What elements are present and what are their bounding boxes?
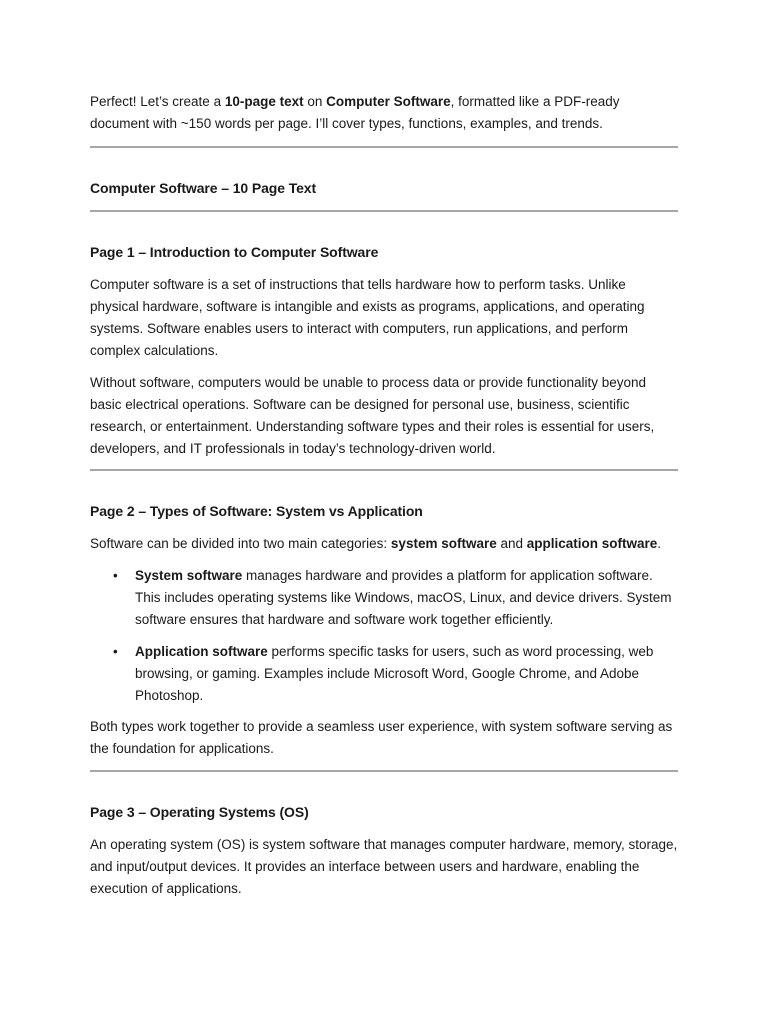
intro-text-3: , formatted like a PDF-ready document with ~150 words per page. I’ll cover types, functions, examples, and trends. [90, 94, 620, 131]
list-item [113, 565, 678, 631]
intro-text-1: Perfect! Let’s create a [90, 94, 225, 109]
page1-body [90, 274, 678, 460]
intro-bold-2: Computer Software [326, 94, 451, 109]
divider [90, 770, 678, 772]
page2-lead-bold-2: application software [526, 536, 658, 551]
page2-lead-text-1: Software can be divided into two main categories: [90, 536, 391, 551]
page2-lead-text-2: and [496, 536, 527, 551]
page3-paragraph-1: An operating system (OS) is system software that manages computer hardware, memory, storage, and input/output devices. It provides an interface between users and hardware, enabling the execution of applications. [90, 837, 678, 896]
list-item-term: Application software [135, 644, 268, 659]
intro-bold-1: 10-page text [224, 94, 304, 109]
list-item-term: System software [135, 568, 243, 583]
list-item-text: performs specific tasks for users, such as word processing, web browsing, or gaming. Examples include Microsoft Word, Google Chrome, and Adobe Photoshop. [135, 644, 654, 703]
page1-heading: Page 1 – Introduction to Computer Software [90, 244, 379, 260]
list-item [113, 641, 678, 707]
page2-lead-text-3: . [657, 536, 662, 551]
page2-heading: Page 2 – Types of Software: System vs Application [90, 503, 423, 519]
page1-paragraph-2: Without software, computers would be unable to process data or provide functionality beyond basic electrical operations. Software can be designed for personal use, business, scientific research, or entertainment. Understanding software types and their roles is essential for users, developers, and IT professionals in today’s technology-driven world. [90, 375, 655, 456]
divider [90, 210, 678, 212]
page1-paragraph-1: Computer software is a set of instructions that tells hardware how to perform tasks. Unlike physical hardware, software is intangible and exists as programs, applications, and operating systems. Software enables users to interact with computers, run applications, and perform complex calculations. [90, 277, 645, 358]
list-item-text: manages hardware and provides a platform for application software. This includes operating systems like Windows, macOS, Linux, and device drivers. System software ensures that hardware and software work together efficiently. [135, 568, 672, 627]
document-title: Computer Software – 10 Page Text [90, 180, 317, 196]
page2-lead-bold-1: system software [390, 536, 497, 551]
software-types-list [113, 565, 678, 707]
page3-heading: Page 3 – Operating Systems (OS) [90, 804, 309, 820]
page2-closing-paragraph: Both types work together to provide a seamless user experience, with system software serving as the foundation for applications. [90, 719, 673, 756]
intro-paragraph [90, 91, 678, 135]
intro-text-2: on [303, 94, 327, 109]
page2-lead-paragraph [90, 533, 678, 555]
bullet-icon: • [113, 568, 118, 583]
bullet-icon: • [113, 644, 118, 659]
divider [90, 469, 678, 471]
divider [90, 146, 678, 148]
